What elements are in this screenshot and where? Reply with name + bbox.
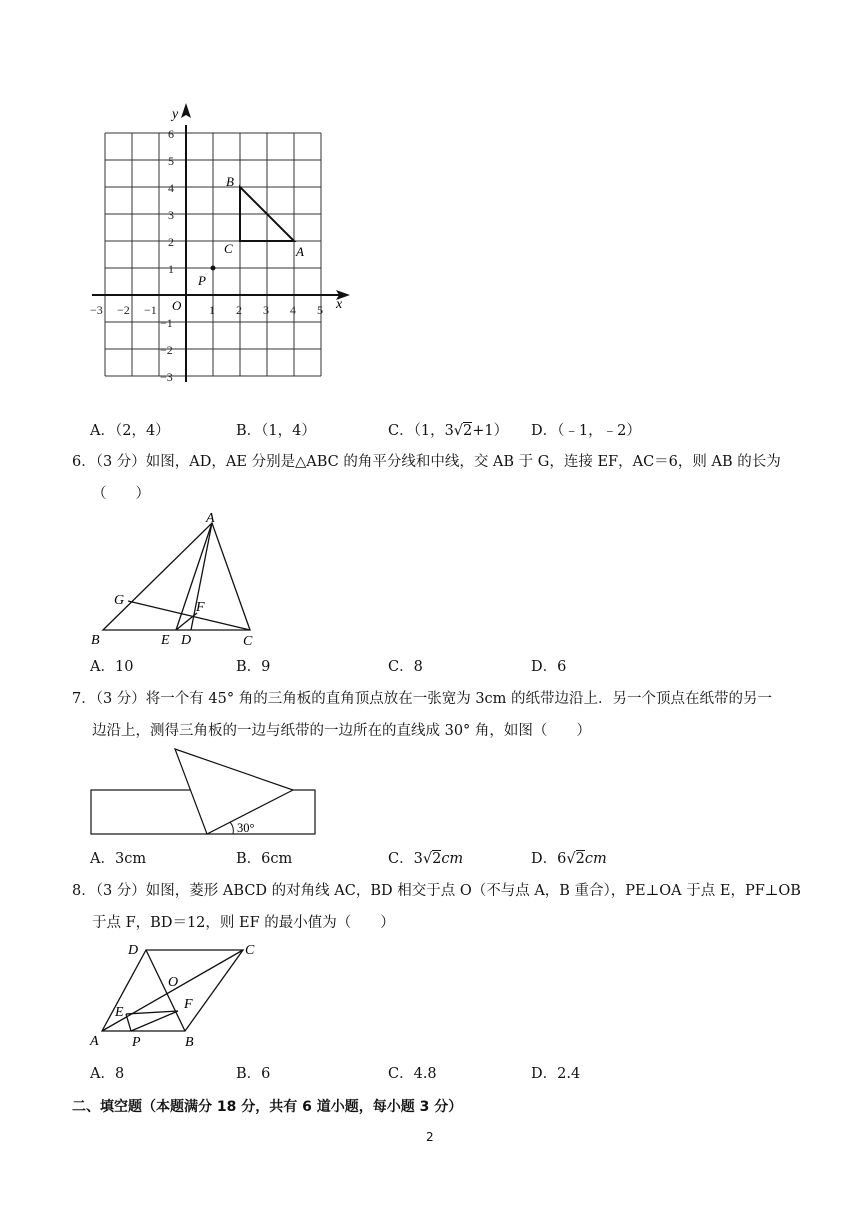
sqrt-icon: √ — [422, 851, 433, 867]
q5-option-c-radicand: 2 — [463, 423, 473, 439]
q8-option-c: C．4.8 — [388, 1066, 437, 1082]
x-tick: 2 — [236, 303, 242, 317]
label-c: C — [245, 943, 255, 958]
q7-option-a — [90, 847, 146, 868]
x-tick: 1 — [209, 303, 215, 317]
label-f: F — [184, 997, 193, 1012]
set-square-triangle — [175, 749, 293, 834]
q6-option-d: D．6 — [531, 659, 567, 675]
coordinate-grid-figure — [80, 100, 370, 390]
x-tick: 5 — [317, 303, 323, 317]
y-axis-label: y — [172, 107, 179, 122]
segment-pe — [126, 1014, 131, 1031]
angle-arc — [230, 822, 233, 834]
q8-option-a: A．8 — [90, 1066, 125, 1082]
x-tick-labels — [90, 303, 323, 317]
q7-option-c-prefix: C．3 — [388, 851, 423, 867]
q6-option-c: C．8 — [388, 659, 423, 675]
y-tick: −2 — [160, 343, 173, 357]
q6-question-line2: （ ） — [92, 486, 150, 502]
y-tick: −3 — [160, 370, 173, 384]
label-e: E — [161, 633, 170, 648]
y-tick: 3 — [168, 208, 174, 222]
q6-option-b: B．9 — [236, 659, 271, 675]
y-tick-labels — [160, 127, 174, 384]
segment-gc — [128, 601, 250, 630]
point-b-label: B — [226, 174, 234, 189]
point-c-label: C — [224, 241, 233, 256]
q7-option-b: B．6cm — [236, 851, 293, 867]
grid-lines — [105, 133, 321, 376]
y-tick: 6 — [168, 127, 174, 141]
label-d: D — [181, 633, 192, 648]
label-a: A — [90, 1034, 99, 1049]
q8-option-d: D．2.4 — [531, 1066, 581, 1082]
y-tick: −1 — [160, 316, 173, 330]
y-tick: 5 — [168, 154, 174, 168]
label-c: C — [243, 634, 253, 649]
y-axis-arrow-icon — [181, 103, 191, 118]
q7-option-c-suffix: cm — [441, 851, 464, 867]
sqrt-icon: √ — [566, 851, 576, 867]
q5-option-b: B．（1，4） — [236, 423, 316, 439]
x-tick: 4 — [290, 303, 296, 317]
y-tick: 1 — [168, 262, 174, 276]
q7-question-line1: 7．（3 分）将一个有 45° 角的三角板的直角顶点放在一张宽为 3cm 的纸带边沿上．另一个顶点在纸带的另一 — [72, 691, 773, 707]
q7-option-d-radicand: 2 — [575, 851, 585, 867]
q5-option-c-suffix: +1） — [472, 423, 509, 439]
q7-option-d-suffix: cm — [584, 851, 607, 867]
page-number: 2 — [426, 1130, 434, 1144]
label-b: B — [185, 1035, 194, 1050]
label-e: E — [115, 1005, 124, 1020]
q7-option-d-prefix: D．6 — [531, 851, 567, 867]
origin-label: O — [172, 298, 182, 313]
q7-option-c — [388, 847, 463, 868]
point-p — [211, 266, 216, 271]
q5-option-d: D．（﹣1，﹣2） — [531, 423, 641, 439]
x-tick: −1 — [144, 303, 157, 317]
q7-question-line2: 边沿上，测得三角板的一边与纸带的一边所在的直线成 30° 角，如图（ ） — [92, 723, 591, 739]
q5-option-c-prefix: C．（1，3 — [388, 423, 454, 439]
q7-option-a-text: A．3cm — [90, 851, 147, 867]
q8-question-line1: 8．（3 分）如图，菱形 ABCD 的对角线 AC，BD 相交于点 O（不与点 A，B 重合），PE⊥OA 于点 E，PF⊥OB — [72, 883, 801, 899]
label-d: D — [128, 943, 139, 958]
q6-question-line1: 6．（3 分）如图，AD，AE 分别是△ABC 的角平分线和中线，交 AB 于 G，连接 EF，AC＝6，则 AB 的长为 — [72, 454, 781, 470]
q8-option-b: B．6 — [236, 1066, 271, 1082]
segment-pf — [131, 1011, 178, 1031]
diagonal-bd — [146, 950, 185, 1031]
section-heading-fill-in: 二、填空题（本题满分 18 分，共有 6 道小题，每小题 3 分） — [72, 1099, 463, 1115]
label-f: F — [196, 600, 205, 615]
angle-label: 30° — [237, 821, 255, 835]
sqrt-icon: √ — [453, 423, 464, 439]
label-p: P — [132, 1035, 141, 1050]
q8-rhombus-figure — [85, 938, 270, 1053]
x-axis-label: x — [336, 297, 343, 312]
triangle-abc — [103, 523, 250, 630]
x-tick: −2 — [117, 303, 130, 317]
q5-option-c — [388, 419, 508, 440]
q8-question-line2: 于点 F，BD＝12，则 EF 的最小值为（ ） — [92, 915, 395, 931]
y-tick: 4 — [168, 181, 174, 195]
q6-option-a: A．10 — [90, 659, 134, 675]
label-a: A — [206, 511, 215, 526]
q7-paper-strip-figure — [85, 745, 325, 840]
label-b: B — [91, 633, 100, 648]
q6-triangle-figure — [85, 505, 275, 650]
q7-option-d — [531, 847, 607, 868]
y-tick: 2 — [168, 235, 174, 249]
q5-option-a: A．（2，4） — [90, 423, 170, 439]
x-tick: −3 — [90, 303, 103, 317]
point-a-label: A — [296, 244, 304, 259]
label-g: G — [114, 593, 125, 608]
x-tick: 3 — [263, 303, 269, 317]
q7-option-c-radicand: 2 — [432, 851, 442, 867]
label-o: O — [168, 975, 179, 990]
point-p-label: P — [198, 273, 206, 288]
